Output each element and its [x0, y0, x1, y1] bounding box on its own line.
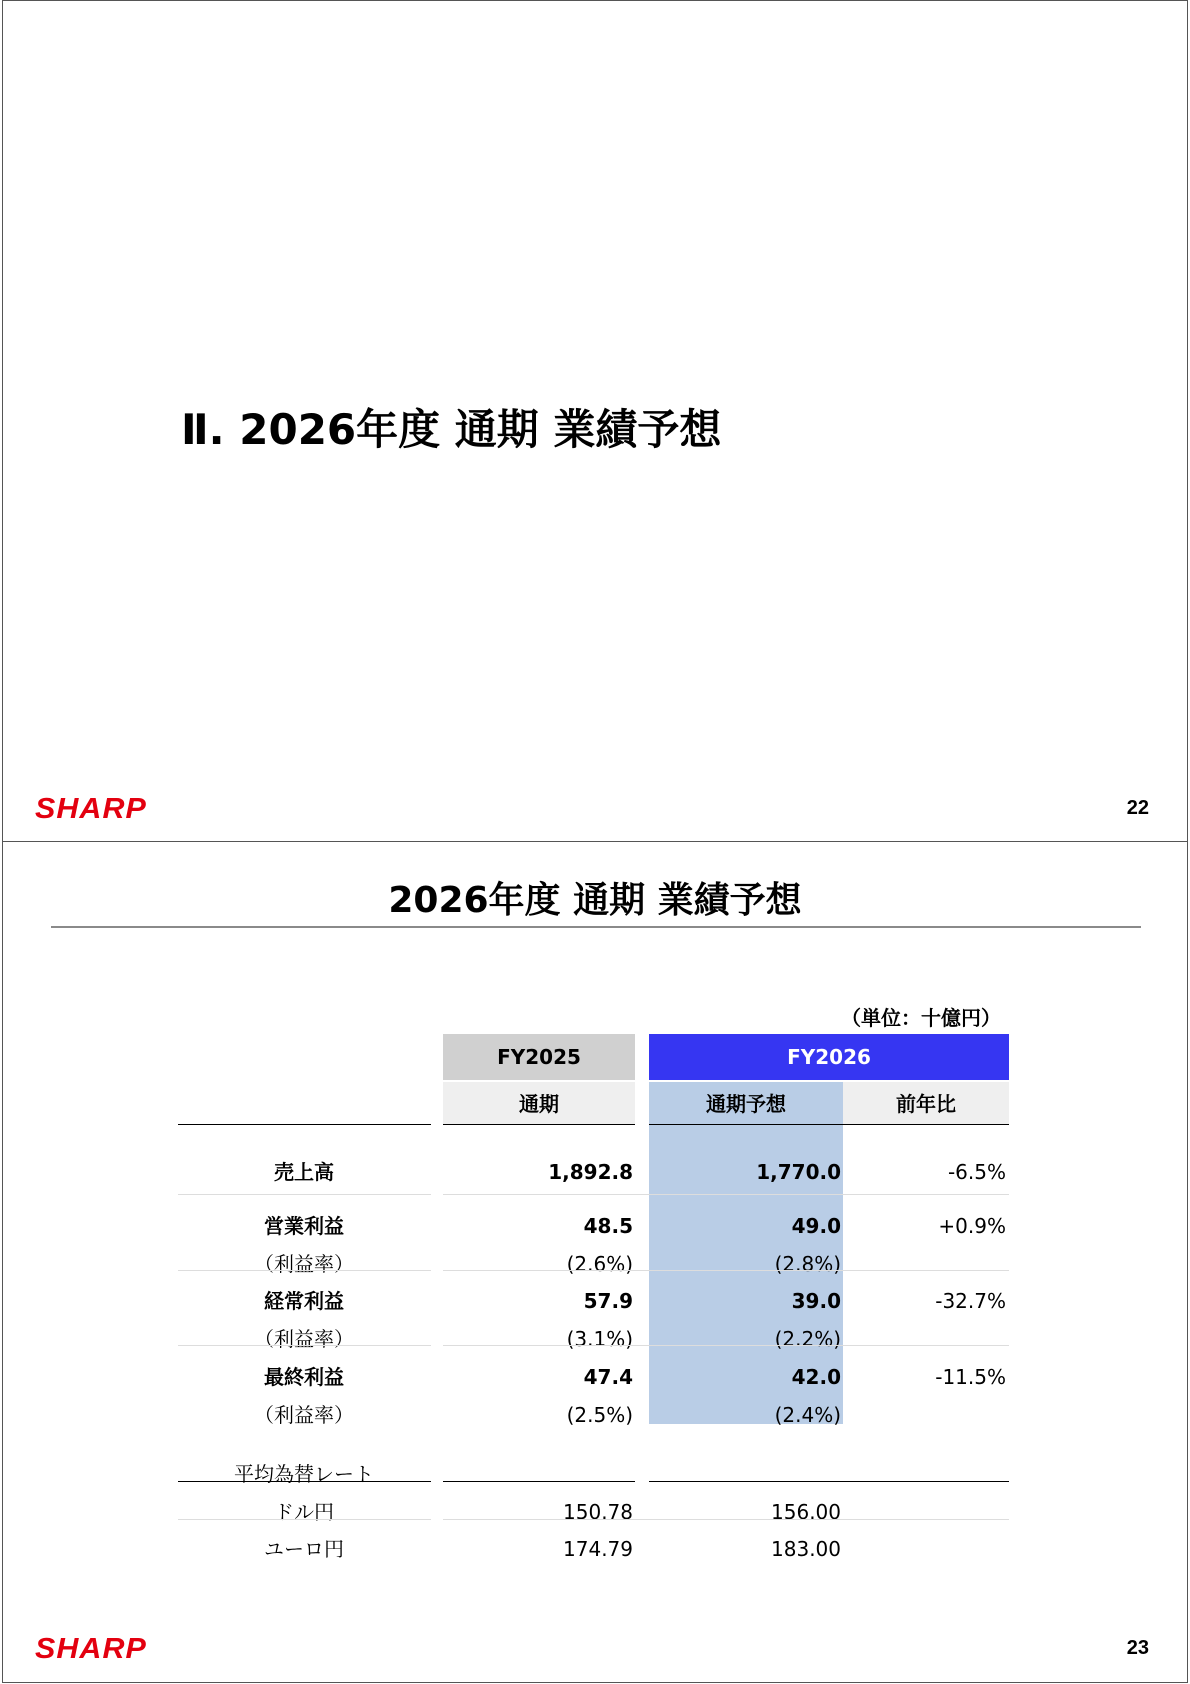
page-number: 22 [1126, 797, 1149, 819]
margin-label: （利益率） [254, 1403, 354, 1427]
fx-fy2026-value: 183.00 [771, 1537, 841, 1561]
fx-row-divider [178, 1519, 431, 1520]
row-label: 最終利益 [264, 1365, 344, 1389]
section-title: Ⅱ. 2026年度 通期 業績予想 [181, 405, 722, 454]
row-divider [443, 1270, 1009, 1271]
margin-label: （利益率） [254, 1252, 354, 1276]
fx-fy2026-value: 156.00 [771, 1500, 841, 1524]
slide-22 [2, 0, 1188, 842]
fy2026-value: 39.0 [791, 1289, 841, 1313]
yoy-value: -32.7% [935, 1289, 1006, 1313]
fy2025-value: 57.9 [583, 1289, 633, 1313]
row-divider [178, 1345, 431, 1346]
fy2025-margin: (2.6%) [566, 1252, 633, 1276]
yoy-value: +0.9% [938, 1214, 1006, 1238]
page-title: 2026年度 通期 業績予想 [388, 880, 802, 921]
row-divider [443, 1194, 1009, 1195]
fx-row-divider [443, 1519, 1009, 1520]
fx-header-rule [443, 1481, 635, 1482]
sharp-logo: SHARP [35, 793, 147, 825]
fx-row-label: ユーロ円 [264, 1537, 344, 1561]
fx-row-label: ドル円 [274, 1500, 334, 1524]
row-label: 経常利益 [264, 1289, 344, 1313]
sharp-logo: SHARP [35, 1633, 147, 1665]
unit-note: （単位：十億円） [841, 1006, 1001, 1030]
row-divider [178, 1194, 431, 1195]
fy2026-value: 49.0 [791, 1214, 841, 1238]
fy2026-header-label: FY2026 [787, 1045, 871, 1069]
header-rule-fy2025 [443, 1124, 635, 1125]
fx-header-rule [178, 1481, 431, 1482]
fy2025-value: 1,892.8 [548, 1160, 633, 1184]
yoy-value: -6.5% [947, 1160, 1006, 1184]
fy2026-margin: (2.2%) [774, 1327, 841, 1351]
header-rule-label [178, 1124, 431, 1125]
fy2026-margin: (2.8%) [774, 1252, 841, 1276]
header-rule-fy2026 [649, 1124, 1009, 1125]
fy2026-margin: (2.4%) [774, 1403, 841, 1427]
margin-label: （利益率） [254, 1327, 354, 1351]
fx-header-rule [649, 1481, 1009, 1482]
row-label: 営業利益 [264, 1214, 344, 1238]
yoy-value: -11.5% [935, 1365, 1006, 1389]
fx-fy2025-value: 174.79 [563, 1537, 633, 1561]
row-divider [178, 1270, 431, 1271]
fy2026-yoy-subheader: 前年比 [896, 1092, 956, 1116]
row-label: 売上高 [274, 1160, 334, 1184]
title-divider [51, 926, 1141, 928]
fy2025-margin: (2.5%) [566, 1403, 633, 1427]
fy2025-value: 48.5 [583, 1214, 633, 1238]
fy2026-value: 42.0 [791, 1365, 841, 1389]
row-divider [443, 1345, 1009, 1346]
page-number: 23 [1126, 1637, 1149, 1659]
fy2025-subheader-label: 通期 [519, 1092, 559, 1116]
slide-23 [2, 842, 1188, 1683]
fx-fy2025-value: 150.78 [563, 1500, 633, 1524]
fy2025-margin: (3.1%) [566, 1327, 633, 1351]
fy2025-value: 47.4 [583, 1365, 633, 1389]
fy2026-value: 1,770.0 [756, 1160, 841, 1184]
fy2025-header-label: FY2025 [497, 1045, 581, 1069]
fx-title: 平均為替レート [234, 1462, 374, 1486]
fy2026-forecast-subheader: 通期予想 [706, 1092, 786, 1116]
